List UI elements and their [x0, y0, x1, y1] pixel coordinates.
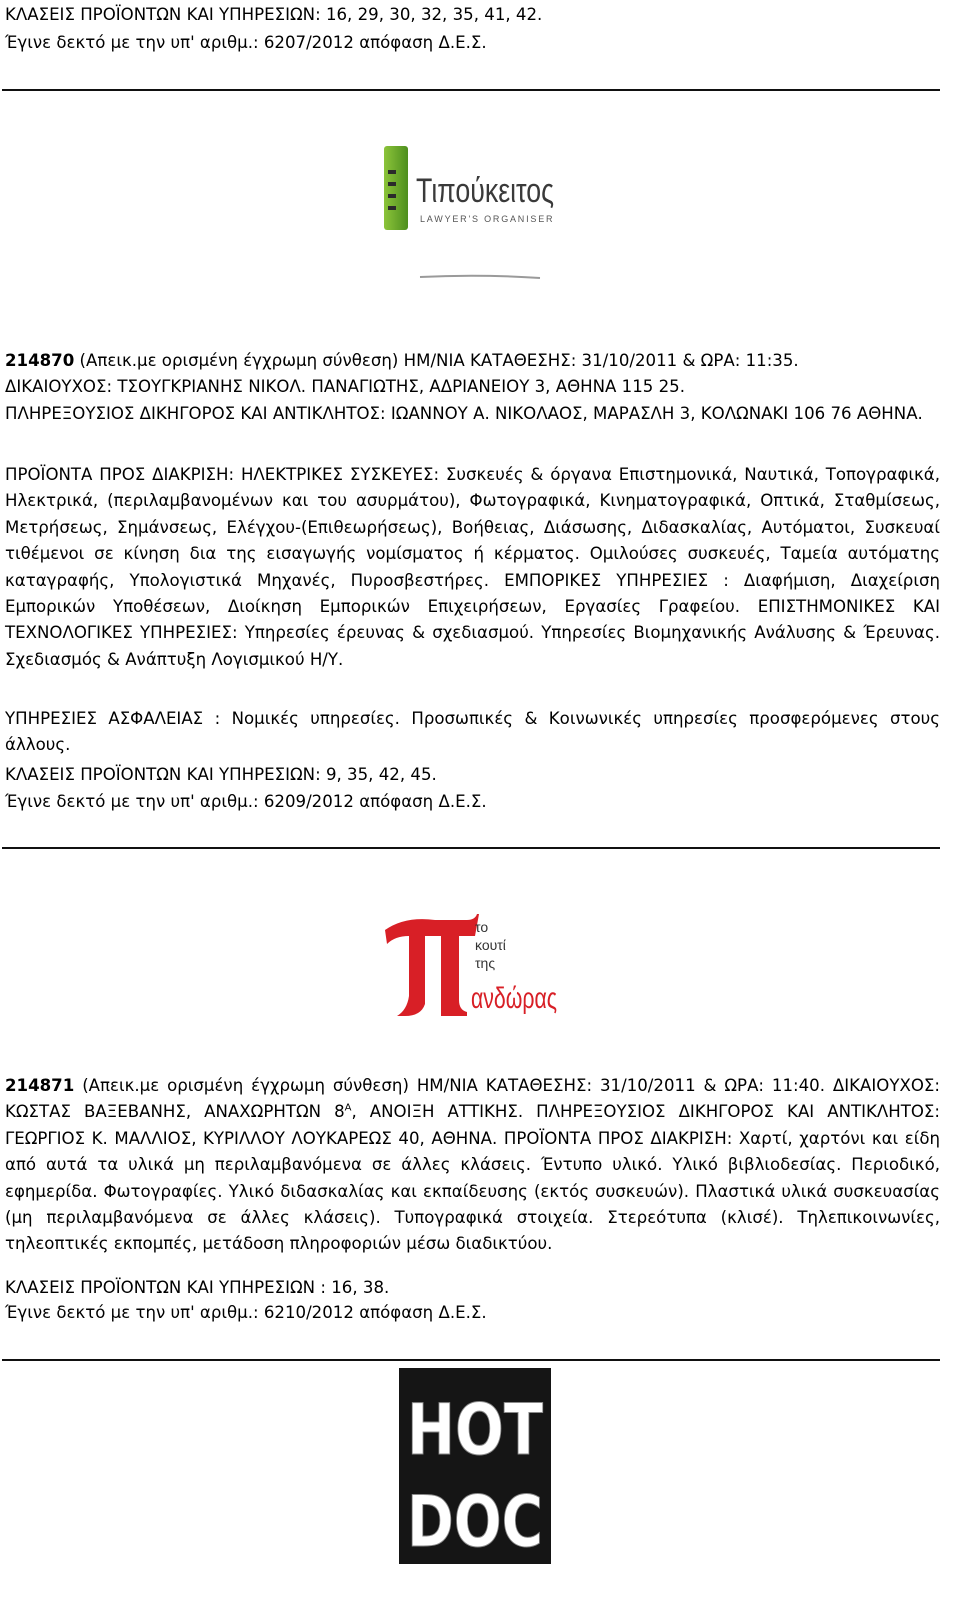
entry-214871-decision: Έγινε δεκτό με την υπ' αριθμ.: 6210/2012 απόφαση Δ.Ε.Σ.: [5, 1303, 487, 1322]
entry-214870-decision: Έγινε δεκτό με την υπ' αριθμ.: 6209/2012 απόφαση Δ.Ε.Σ.: [5, 792, 487, 811]
separator-rule: [2, 89, 940, 91]
entry-214871-number: 214871: [5, 1076, 75, 1095]
pandora-logo-word: ανδώρας: [471, 982, 557, 1015]
entry-214870-header: 214870 (Απεικ.με ορισμένη έγχρωμη σύνθεση) ΗΜ/ΝΙΑ ΚΑΤΑΘΕΣΗΣ: 31/10/2011 & ΩΡΑ: 11:35.: [5, 351, 799, 370]
tipoukeitos-logo-tagline: LAWYER'S ORGANISER: [420, 214, 555, 224]
entry-214870-owner: ΔΙΚΑΙΟΥΧΟΣ: ΤΣΟΥΓΚΡΙΑΝΗΣ ΝΙΚΟΛ. ΠΑΝΑΓΙΩΤΗΣ, ΑΔΡΙΑΝΕΙΟΥ 3, ΑΘΗΝΑ 115 25.: [5, 377, 685, 396]
entry-214870-security-services: ΥΠΗΡΕΣΙΕΣ ΑΣΦΑΛΕΙΑΣ : Νομικές υπηρεσίες. Προσωπικές & Κοινωνικές υπηρεσίες προσφερόμενες στους άλλους.: [5, 709, 940, 755]
pandora-logo-line1: το: [475, 919, 489, 935]
pandora-logo-line3: της: [475, 955, 496, 971]
pandora-logo: [375, 900, 575, 1030]
entry-214870-attorney: ΠΛΗΡΕΞΟΥΣΙΟΣ ΔΙΚΗΓΟΡΟΣ ΚΑΙ ΑΝΤΙΚΛΗΤΟΣ: ΙΩΑΝΝΟΥ Α. ΝΙΚΟΛΑΟΣ, ΜΑΡΑΣΛΗ 3, ΚΟΛΩΝΑΚΙ 106 76 ΑΘΗΝΑ.: [5, 404, 923, 423]
separator-rule: [2, 1359, 940, 1361]
pandora-logo-line2: κουτί: [475, 937, 506, 953]
entry-214870-number: 214870: [5, 351, 75, 370]
hotdoc-logo: [399, 1368, 551, 1564]
previous-entry-decision: Έγινε δεκτό με την υπ' αριθμ.: 6207/2012 απόφαση Δ.Ε.Σ.: [5, 33, 487, 52]
separator-rule: [2, 847, 940, 849]
entry-214871-text: 214871 (Απεικ.με ορισμένη έγχρωμη σύνθεση) ΗΜ/ΝΙΑ ΚΑΤΑΘΕΣΗΣ: 31/10/2011 & ΩΡΑ: 11:40. ΔΙΚΑΙΟΥΧΟΣ: ΚΩΣΤΑΣ ΒΑΞΕΒΑΝΗΣ, ΑΝΑΧΩΡΗΤΩΝ $8^A$, ΑΝΟΙΞΗ ΑΤΤΙΚΗΣ. ΠΛΗΡΕΞΟΥΣΙΟΣ ΔΙΚΗΓΟΡΟΣ ΚΑΙ ΑΝΤΙΚΛΗΤΟΣ: ΓΕΩΡΓΙΟΣ Κ. ΜΑΛΛΙΟΣ, ΚΥΡΙΛΛΟΥ ΛΟΥΚΑΡΕΩΣ 40, ΑΘΗΝΑ. ΠΡΟΪΟΝΤΑ ΠΡΟΣ ΔΙΑΚΡΙΣΗ: Χαρτί, χαρτόνι και είδη από αυτά τα υλικά μη περιλαμβανόμενα σε άλλες κλάσεις. Έντυπο υλικό. Υλικό βιβλιοδεσίας. Περιοδικό, εφημερίδα. Φωτογραφίες. Υλικό διδασκαλίας και εκπαίδευσης (εκτός συσκευών). Πλαστικά υλικά συσκευασίας (μη περιλαμβανόμενα σε άλλες κλάσεις). Τυπογραφικά στοιχεία. Στερεότυπα (κλισέ). Τηλεπικοινωνίες, τηλεοπτικές εκπομπές, μετάδοση πληροφοριών μέσω διαδικτύου.: [5, 1076, 940, 1254]
previous-entry-classes: ΚΛΑΣΕΙΣ ΠΡΟΪΟΝΤΩΝ ΚΑΙ ΥΠΗΡΕΣΙΩΝ: 16, 29, 30, 32, 35, 41, 42.: [5, 5, 543, 24]
entry-214870-classes: ΚΛΑΣΕΙΣ ΠΡΟΪΟΝΤΩΝ ΚΑΙ ΥΠΗΡΕΣΙΩΝ: 9, 35, 42, 45.: [5, 765, 437, 784]
entry-214871-classes: ΚΛΑΣΕΙΣ ΠΡΟΪΟΝΤΩΝ ΚΑΙ ΥΠΗΡΕΣΙΩΝ : 16, 38.: [5, 1278, 390, 1297]
hotdoc-logo-line2: DOC: [407, 1481, 543, 1563]
hotdoc-logo-line1: HOT: [407, 1389, 544, 1471]
entry-214870-products: ΠΡΟΪΟΝΤΑ ΠΡΟΣ ΔΙΑΚΡΙΣΗ: ΗΛΕΚΤΡΙΚΕΣ ΣΥΣΚΕΥΕΣ: Συσκευές & όργανα Επιστημονικά, Ναυτικά, Τοπογραφικά, Ηλεκτρικά, (περιλαμβανομένων και του ασυρμάτου), Φωτογραφικά, Κινηματογραφικά, Οπτικά, Σταθμίσεως, Μετρήσεως, Σημάνσεως, Ελέγχου-(Επιθεωρήσεως), Βοήθειας, Διάσωσης, Διδασκαλίας, Αυτόματοι, Συσκευαί τιθέμενοι σε κίνηση δια της εισαγωγής νομίσματος ή κέρματος. Ομιλούσες συσκευές, Ταμεία αυτόματης καταγραφής, Υπολογιστικά Μηχανές, Πυροσβεστήρες. ΕΜΠΟΡΙΚΕΣ ΥΠΗΡΕΣΙΕΣ : Διαφήμιση, Διαχείριση Εμπορικών Υποθέσεων, Διοίκηση Εμπορικών Επιχειρήσεων, Εργασίες Γραφείου. ΕΠΙΣΤΗΜΟΝΙΚΕΣ ΚΑΙ ΤΕΧΝΟΛΟΓΙΚΕΣ ΥΠΗΡΕΣΙΕΣ: Υπηρεσίες έρευνας & σχεδιασμού. Υπηρεσίες Βιομηχανικής Ανάλυσης & Έρευνας. Σχεδιασμός & Ανάπτυξη Λογισμικού Η/Υ.: [5, 465, 940, 669]
tipoukeitos-logo-text: Τιπούκειτος: [416, 172, 554, 210]
tipoukeitos-logo: [380, 140, 570, 290]
